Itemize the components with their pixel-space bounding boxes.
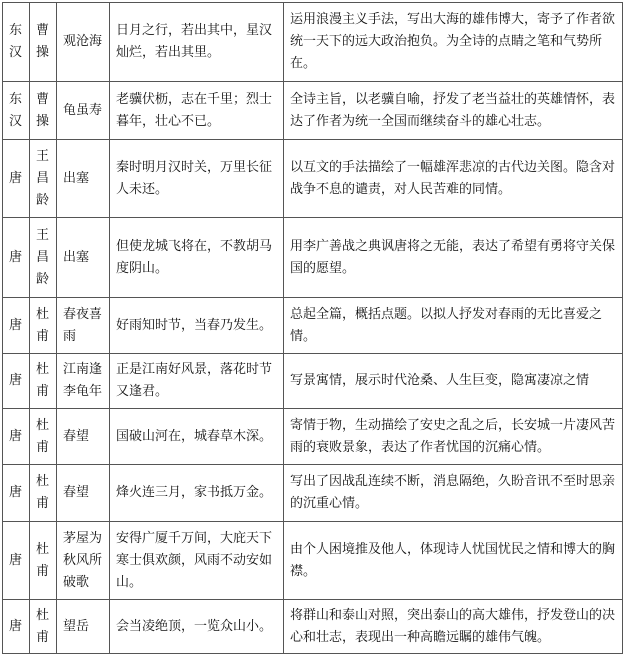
note-cell: 将群山和泰山对照，突出泰山的高大雄伟，抒发登山的决心和壮志，表现出一种高瞻远瞩的雄伟气魄。 xyxy=(284,600,623,654)
author-cell: 杜甫 xyxy=(30,465,57,522)
dynasty-cell: 唐 xyxy=(3,409,30,465)
note-cell: 写景寓情，展示时代沧桑、人生巨变，隐寓凄凉之情 xyxy=(284,354,623,409)
title-cell: 春夜喜雨 xyxy=(57,298,110,354)
title-cell: 春望 xyxy=(57,409,110,465)
dynasty-cell: 唐 xyxy=(3,218,30,298)
verse-cell: 烽火连三月，家书抵万金。 xyxy=(110,465,284,522)
dynasty-cell: 唐 xyxy=(3,465,30,522)
note-cell: 寄情于物，生动描绘了安史之乱之后，长安城一片凄风苦雨的衰败景象，表达了作者忧国的沉痛心情。 xyxy=(284,409,623,465)
verse-cell: 正是江南好风景，落花时节又逢君。 xyxy=(110,354,284,409)
table-row xyxy=(3,409,623,465)
title-cell: 出塞 xyxy=(57,140,110,218)
author-cell: 杜甫 xyxy=(30,409,57,465)
dynasty-cell: 东汉 xyxy=(3,3,30,82)
verse-cell: 日月之行，若出其中，星汉灿烂，若出其里。 xyxy=(110,3,284,82)
title-cell: 茅屋为秋风所破歌 xyxy=(57,522,110,600)
title-cell: 望岳 xyxy=(57,600,110,654)
table-row xyxy=(3,465,623,522)
title-cell: 江南逢李龟年 xyxy=(57,354,110,409)
note-cell: 用李广善战之典讽唐将之无能，表达了希望有勇将守关保国的愿望。 xyxy=(284,218,623,298)
dynasty-cell: 东汉 xyxy=(3,82,30,140)
author-cell: 杜甫 xyxy=(30,600,57,654)
note-cell: 以互文的手法描绘了一幅雄浑悲凉的古代边关图。隐含对战争不息的谴责，对人民苦难的同情。 xyxy=(284,140,623,218)
verse-cell: 好雨知时节，当春乃发生。 xyxy=(110,298,284,354)
title-cell: 龟虽寿 xyxy=(57,82,110,140)
note-cell: 运用浪漫主义手法，写出大海的雄伟博大，寄予了作者欲统一天下的远大政治抱负。为全诗的点睛之笔和气势所在。 xyxy=(284,3,623,82)
dynasty-cell: 唐 xyxy=(3,354,30,409)
verse-cell: 老骥伏枥，志在千里；烈士暮年，壮心不已。 xyxy=(110,82,284,140)
author-cell: 曹操 xyxy=(30,3,57,82)
verse-cell: 但使龙城飞将在，不教胡马度阴山。 xyxy=(110,218,284,298)
author-cell: 杜甫 xyxy=(30,522,57,600)
table-row xyxy=(3,354,623,409)
table-row xyxy=(3,3,623,82)
title-cell: 出塞 xyxy=(57,218,110,298)
table-row xyxy=(3,298,623,354)
table-row xyxy=(3,522,623,600)
author-cell: 曹操 xyxy=(30,82,57,140)
table-row xyxy=(3,218,623,298)
author-cell: 王昌龄 xyxy=(30,140,57,218)
note-cell: 全诗主旨，以老骥自喻，抒发了老当益壮的英雄情怀，表达了作者为统一全国而继续奋斗的雄心壮志。 xyxy=(284,82,623,140)
title-cell: 春望 xyxy=(57,465,110,522)
dynasty-cell: 唐 xyxy=(3,298,30,354)
dynasty-cell: 唐 xyxy=(3,140,30,218)
verse-cell: 国破山河在，城春草木深。 xyxy=(110,409,284,465)
title-cell: 观沧海 xyxy=(57,3,110,82)
note-cell: 由个人困境推及他人，体现诗人忧国忧民之情和博大的胸襟。 xyxy=(284,522,623,600)
dynasty-cell: 唐 xyxy=(3,600,30,654)
verse-cell: 会当凌绝顶，一览众山小。 xyxy=(110,600,284,654)
author-cell: 杜甫 xyxy=(30,354,57,409)
author-cell: 王昌龄 xyxy=(30,218,57,298)
verse-cell: 秦时明月汉时关，万里长征人未还。 xyxy=(110,140,284,218)
table-row xyxy=(3,140,623,218)
table-row xyxy=(3,82,623,140)
verse-cell: 安得广厦千万间，大庇天下寒士俱欢颜，风雨不动安如山。 xyxy=(110,522,284,600)
note-cell: 写出了因战乱连续不断，消息隔绝，久盼音讯不至时思亲的沉重心情。 xyxy=(284,465,623,522)
poetry-table xyxy=(2,2,623,654)
poetry-table-container xyxy=(2,2,622,653)
dynasty-cell: 唐 xyxy=(3,522,30,600)
note-cell: 总起全篇，概括点题。以拟人抒发对春雨的无比喜爱之情。 xyxy=(284,298,623,354)
author-cell: 杜甫 xyxy=(30,298,57,354)
table-row xyxy=(3,600,623,654)
